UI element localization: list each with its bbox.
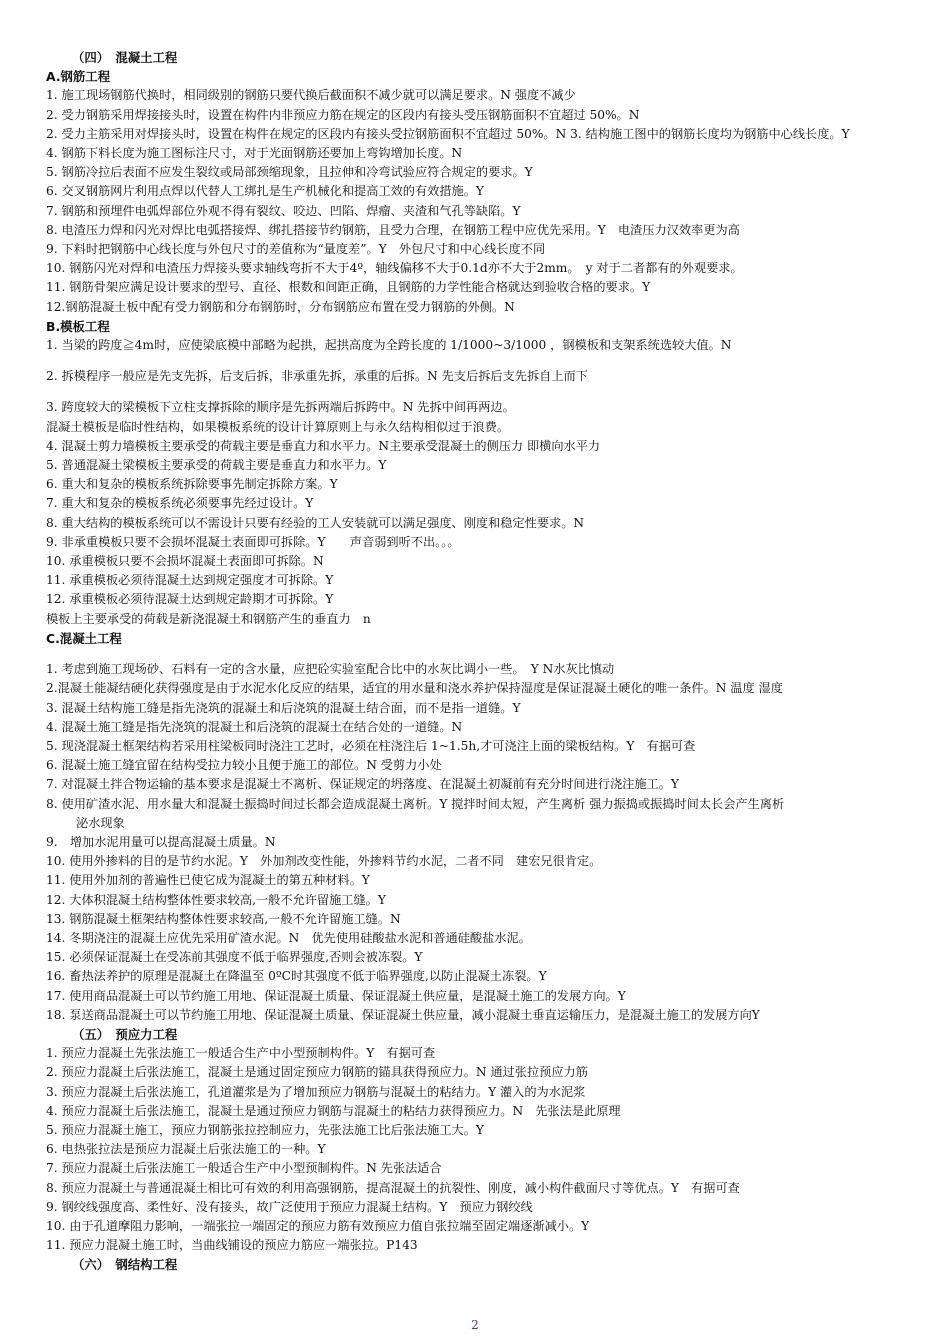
- list-item: 5. 现浇混凝土框架结构若采用柱梁板同时浇注工艺时，必须在柱浇注后 1~1.5h,才可浇注上面的梁板结构。Y 有据可查: [46, 738, 696, 753]
- list-item: 10. 使用外掺料的目的是节约水泥。Y 外加剂改变性能，外掺料节约水泥，二者不同 建宏兄很肯定。: [46, 854, 602, 869]
- list-item: 3. 跨度较大的梁模板下立柱支撑拆除的顺序是先拆两端后拆跨中。N 先拆中间再两边。: [46, 400, 515, 415]
- list-item: 8. 重大结构的模板系统可以不需设计只要有经验的工人安装就可以满足强度、刚度和稳定性要求。N: [46, 515, 585, 530]
- list-item: 7. 对混凝土拌合物运输的基本要求是混凝土不离析、保证规定的坍落度、在混凝土初凝前有充分时间进行浇注施工。Y: [46, 777, 679, 792]
- list-item: 2. 拆模程序一般应是先支先拆，后支后拆，非承重先拆，承重的后拆。N 先支后拆后支先拆自上而下: [46, 369, 588, 384]
- list-item: 12. 大体积混凝土结构整体性要求较高,一般不允许留施工缝。Y: [46, 892, 386, 907]
- subsection-title: A.钢筋工程: [46, 69, 111, 85]
- list-item: 5. 预应力混凝土施工，预应力钢筋张拉控制应力，先张法施工比后张法施工大。Y: [46, 1122, 484, 1137]
- list-item: 3. 预应力混凝土后张法施工，孔道灌浆是为了增加预应力钢筋与混凝土的粘结力。Y 灌入的为水泥浆: [46, 1084, 586, 1099]
- list-item: 1. 施工现场钢筋代换时，相同级别的钢筋只要代换后截面积不减少就可以满足要求。N 强度不减少: [46, 88, 576, 103]
- list-item: 4. 混凝土剪力墙模板主要承受的荷载主要是垂直力和水平力。N主要承受混凝土的侧压力 即横向水平力: [46, 438, 601, 453]
- list-item: 1. 考虑到施工现场砂、石料有一定的含水量，应把砼实验室配合比中的水灰比调小一些。 Y N水灰比慎动: [46, 662, 615, 677]
- list-item: 11. 钢筋骨架应满足设计要求的型号、直径、根数和间距正确，且钢筋的力学性能合格就达到验收合格的要求。Y: [46, 280, 651, 295]
- subsection-title: B.模板工程: [46, 318, 110, 334]
- list-item: 10. 由于孔道摩阻力影响，一端张拉一端固定的预应力筋有效预应力值自张拉端至固定端逐渐减小。Y: [46, 1218, 590, 1233]
- list-item: 8. 电渣压力焊和闪光对焊比电弧搭接焊、绑扎搭接节约钢筋，且受力合理，在钢筋工程中应优先采用。Y 电渣压力汉效率更为高: [46, 222, 740, 237]
- list-item: 11. 承重模板必须待混凝土达到规定强度才可拆除。Y: [46, 573, 334, 588]
- list-item: 14. 冬期浇注的混凝土应优先采用矿渣水泥。N 优先使用硅酸盐水泥和普通硅酸盐水泥。: [46, 930, 531, 945]
- list-item: 18. 泵送商品混凝土可以节约施工用地、保证混凝土质量、保证混凝土供应量，减小混凝土垂直运输压力，是混凝土施工的发展方向Y: [46, 1007, 760, 1022]
- list-item: 10. 钢筋闪光对焊和电渣压力焊接头要求轴线弯折不大于4º，轴线偏移不大于0.1d亦不大于2mm。 y 对于二者都有的外观要求。: [46, 261, 743, 276]
- list-item: 7. 重大和复杂的模板系统必须要事先经过设计。Y: [46, 496, 314, 511]
- page-number: 2: [471, 1318, 479, 1332]
- list-item: 2. 受力主筋采用对焊接头时，设置在构件在规定的区段内有接头受拉钢筋面积不宜超过 50%。N 3. 结构施工图中的钢筋长度均为钢筋中心线长度。Y: [46, 126, 850, 141]
- list-item: 17. 使用商品混凝土可以节约施工用地、保证混凝土质量、保证混凝土供应量，是混凝土施工的发展方向。Y: [46, 988, 626, 1003]
- list-item: 6. 电热张拉法是预应力混凝土后张法施工的一种。Y: [46, 1142, 326, 1157]
- list-item: 9. 下料时把钢筋中心线长度与外包尺寸的差值称为“量度差”。Y 外包尺寸和中心线长度不同: [46, 242, 546, 257]
- paragraph: 模板上主要承受的荷载是新浇混凝土和钢筋产生的垂直力 n: [46, 611, 371, 626]
- list-item: 7. 钢筋和预埋件电弧焊部位外观不得有裂纹、咬边、凹陷、焊瘤、夹渣和气孔等缺陷。Y: [46, 203, 521, 218]
- section-title: （四） 混凝土工程: [72, 50, 178, 65]
- document-body: [46, 48, 908, 1275]
- list-item: 12. 承重模板必须待混凝土达到规定龄期才可拆除。Y: [46, 592, 334, 607]
- list-item: 7. 预应力混凝土后张法施工一般适合生产中小型预制构件。N 先张法适合: [46, 1161, 442, 1176]
- list-item: 1. 当梁的跨度≧4m时，应使梁底模中部略为起拱，起拱高度为全跨长度的 1/1000~3/1000 ，钢模板和支架系统选较大值。N: [46, 338, 732, 353]
- list-item: 1. 预应力混凝土先张法施工一般适合生产中小型预制构件。Y 有据可查: [46, 1046, 436, 1061]
- list-item: 12.钢筋混凝土板中配有受力钢筋和分布钢筋时，分布钢筋应布置在受力钢筋的外侧。N: [46, 299, 515, 314]
- list-item: 9. 非承重模板只要不会损坏混凝土表面即可拆除。Y 声音弱到听不出。。。: [46, 534, 460, 549]
- list-item: 8. 使用矿渣水泥、用水量大和混凝土振捣时间过长都会造成混凝土离析。Y 搅拌时间太短，产生离析 强力振捣或振捣时间太长会产生离析: [46, 796, 785, 811]
- list-item: 11. 预应力混凝土施工时，当曲线铺设的预应力筋应一端张拉。P143: [46, 1238, 418, 1253]
- list-item: 9. 钢绞线强度高、柔性好、没有接头，故广泛使用于预应力混凝土结构。Y 预应力钢绞线: [46, 1199, 533, 1214]
- list-item: 5. 钢筋冷拉后表面不应发生裂纹或局部颈缩现象，且拉伸和冷弯试验应符合规定的要求。Y: [46, 165, 533, 180]
- list-item: 4. 钢筋下料长度为施工图标注尺寸，对于光面钢筋还要加上弯钩增加长度。N: [46, 146, 463, 161]
- list-item: 16. 畜热法养护的原理是混凝土在降温至 0ºC时其强度不低于临界强度,以防止混凝土冻裂。Y: [46, 969, 547, 984]
- list-item: 6. 混凝土施工缝宜留在结构受拉力较小且便于施工的部位。N 受剪力小处: [46, 758, 442, 773]
- list-item: 9. 增加水泥用量可以提高混凝土质量。N: [46, 834, 276, 849]
- list-item: 5. 普通混凝土梁模板主要承受的荷载主要是垂直力和水平力。Y: [46, 458, 387, 473]
- list-item-continuation: 泌水现象: [76, 815, 125, 830]
- section-title: （五） 预应力工程: [72, 1026, 178, 1042]
- list-item: 4. 预应力混凝土后张法施工，混凝土是通过预应力钢筋与混凝土的粘结力获得预应力。N 先张法是此原理: [46, 1103, 621, 1118]
- list-item: 3. 混凝土结构施工缝是指先浇筑的混凝土和后浇筑的混凝土结合面，而不是指一道缝。Y: [46, 700, 521, 715]
- paragraph: 混凝土模板是临时性结构，如果模板系统的设计计算原则上与永久结构相似过于浪费。: [46, 419, 510, 434]
- list-item: 2. 预应力混凝土后张法施工，混凝土是通过固定预应力钢筋的锚具获得预应力。N 通过张拉预应力筋: [46, 1065, 588, 1080]
- list-item: 6. 重大和复杂的模板系统拆除要事先制定拆除方案。Y: [46, 477, 338, 492]
- list-item: 13. 钢筋混凝土框架结构整体性要求较高,一般不允许留施工缝。N: [46, 911, 401, 926]
- list-item: 11. 使用外加剂的普遍性已使它成为混凝土的第五种材料。Y: [46, 873, 370, 888]
- list-item: 15. 必须保证混凝土在受冻前其强度不低于临界强度,否则会被冻裂。Y: [46, 950, 423, 965]
- list-item: 6. 交叉钢筋网片利用点焊以代替人工绑扎是生产机械化和提高工效的有效措施。Y: [46, 184, 484, 199]
- section-title: （六） 钢结构工程: [72, 1257, 178, 1273]
- subsection-title: C.混凝土工程: [46, 630, 122, 646]
- list-item: 8. 预应力混凝土与普通混凝土相比可有效的利用高强钢筋，提高混凝土的抗裂性、刚度，减小构件截面尺寸等优点。Y 有据可查: [46, 1180, 740, 1195]
- list-item: 4. 混凝土施工缝是指先浇筑的混凝土和后浇筑的混凝土在结合处的一道缝。N: [46, 719, 463, 734]
- list-item: 2.混凝土能凝结硬化获得强度是由于水泥水化反应的结果，适宜的用水量和浇水养护保持湿度是保证混凝土硬化的唯一条件。N 温度 湿度: [46, 681, 783, 696]
- list-item: 2. 受力钢筋采用焊接接头时，设置在构件内非预应力筋在规定的区段内有接头受压钢筋面积不宜超过 50%。N: [46, 107, 640, 122]
- list-item: 10. 承重模板只要不会损坏混凝土表面即可拆除。N: [46, 554, 324, 569]
